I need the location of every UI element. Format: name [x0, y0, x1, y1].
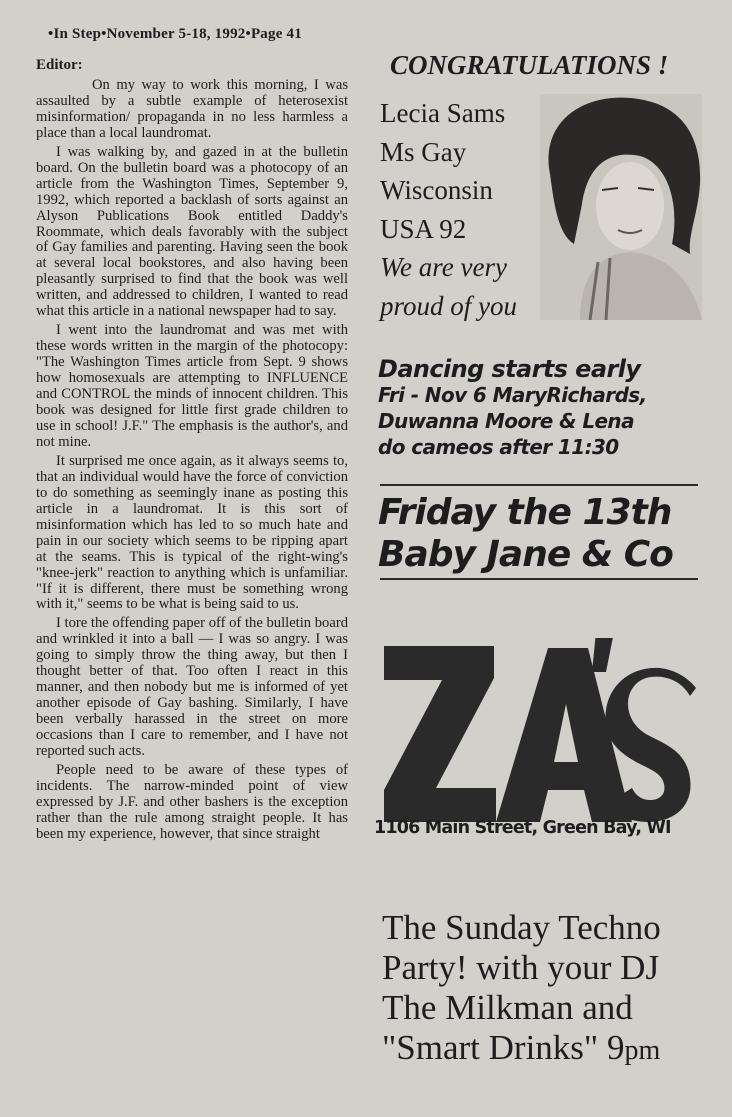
proud-line: We are very: [380, 252, 507, 282]
zas-logo: [384, 638, 696, 838]
dancing-line: Dancing starts early: [378, 355, 641, 383]
sunday-line-last: [382, 1028, 661, 1071]
smart-drinks-text: "Smart Drinks" 9: [382, 1028, 625, 1067]
lecia-line: Ms Gay: [380, 136, 467, 167]
letter-salutation: Editor:: [36, 57, 83, 73]
address-line: 1106 Main Street, Green Bay, WI: [374, 818, 671, 838]
sunday-techno-announcement: [382, 908, 661, 1071]
friday-line: Friday the 13th: [378, 492, 672, 533]
friday-line: Baby Jane & Co: [378, 534, 673, 575]
letter-paragraph: People need to be aware of these types of incidents. The narrow-minded point of view expressed by J.F. and other bashers is the exception rather than the rule among straight people. It has been my experience, however, that since straight: [36, 761, 348, 842]
page-header: •In Step•November 5-18, 1992•Page 41: [48, 26, 302, 42]
dancing-line: Fri - Nov 6 MaryRichards,: [378, 383, 647, 407]
dancing-announcement: [378, 356, 647, 460]
portrait-photo: [540, 94, 702, 320]
dancing-line: Duwanna Moore & Lena: [378, 409, 634, 433]
proud-line: proud of you: [380, 290, 517, 321]
divider: [380, 484, 698, 486]
sunday-line: The Sunday Techno: [382, 908, 661, 947]
letter-paragraph: On my way to work this morning, I was assaulted by a subtle example of heterosexist misinformation/ propaganda in no less harmless a place than a local laundromat.: [36, 76, 348, 141]
divider: [380, 578, 698, 580]
letter-paragraph: I went into the laundromat and was met with these words written in the margin of the photocopy: "The Washington Times article from Sept. 9 shows how homosexuals are attempting to INFLUENCE and CONTROL the minds of innocent children. This book was designed for little first grade children to use in school! J.F." The emphasis is the author's, and not mine.: [36, 322, 348, 450]
letter-paragraph: I was walking by, and gazed in at the bulletin board. On the bulletin board was a photocopy of an article from the Washington Times, September 9, 1992, which reported a backlash of sorts against an Alyson Publications Book entitled Daddy's Roommate, which deals favorably with the subject of Gay families and parenting. Having seen the book at several local bookstores, and also having been pleasantly surprised to find that the book was well written, and addressed to children, I wanted to read what this article in a national newspaper had to say.: [36, 143, 348, 320]
letter-column: [36, 58, 348, 846]
smart-drinks-pm: pm: [624, 1035, 661, 1066]
congratulations-text: [380, 94, 517, 325]
letter-paragraph: I tore the offending paper off of the bulletin board and wrinkled it into a ball — I was so angry. I was going to simply throw the thing away, but then I thought better of that. Too often I react in this manner, and then nobody but me is informed of yet another episode of Gay bashing. Similarly, I have been verbally harassed in the street on more occasions than I care to remember, and I have not reported such acts.: [36, 615, 348, 760]
lecia-line: Wisconsin: [380, 175, 493, 205]
friday-13th-announcement: [378, 492, 673, 576]
sunday-line: The Milkman and: [382, 988, 633, 1027]
sunday-line: Party! with your DJ: [382, 948, 660, 987]
congratulations-heading: CONGRATULATIONS !: [390, 50, 669, 80]
letter-paragraph: It surprised me once again, as it always seems to, that an individual would have the force of conviction to do something as seemingly inane as posting this article in a laundromat. It is this sort of misinformation which has led to so much hate and pain in our society which seems to be ripping apart at the seams. This is typical of the right-wing's "knee-jerk" reaction to anything which is unfamiliar. "If it is different, there must be something wrong with it," seems to be what is being said to us.: [36, 452, 348, 613]
advertisement-column: [372, 50, 702, 1067]
lecia-line: Lecia Sams: [380, 98, 506, 128]
dancing-line: do cameos after 11:30: [378, 435, 619, 459]
lecia-line: USA 92: [380, 213, 467, 244]
